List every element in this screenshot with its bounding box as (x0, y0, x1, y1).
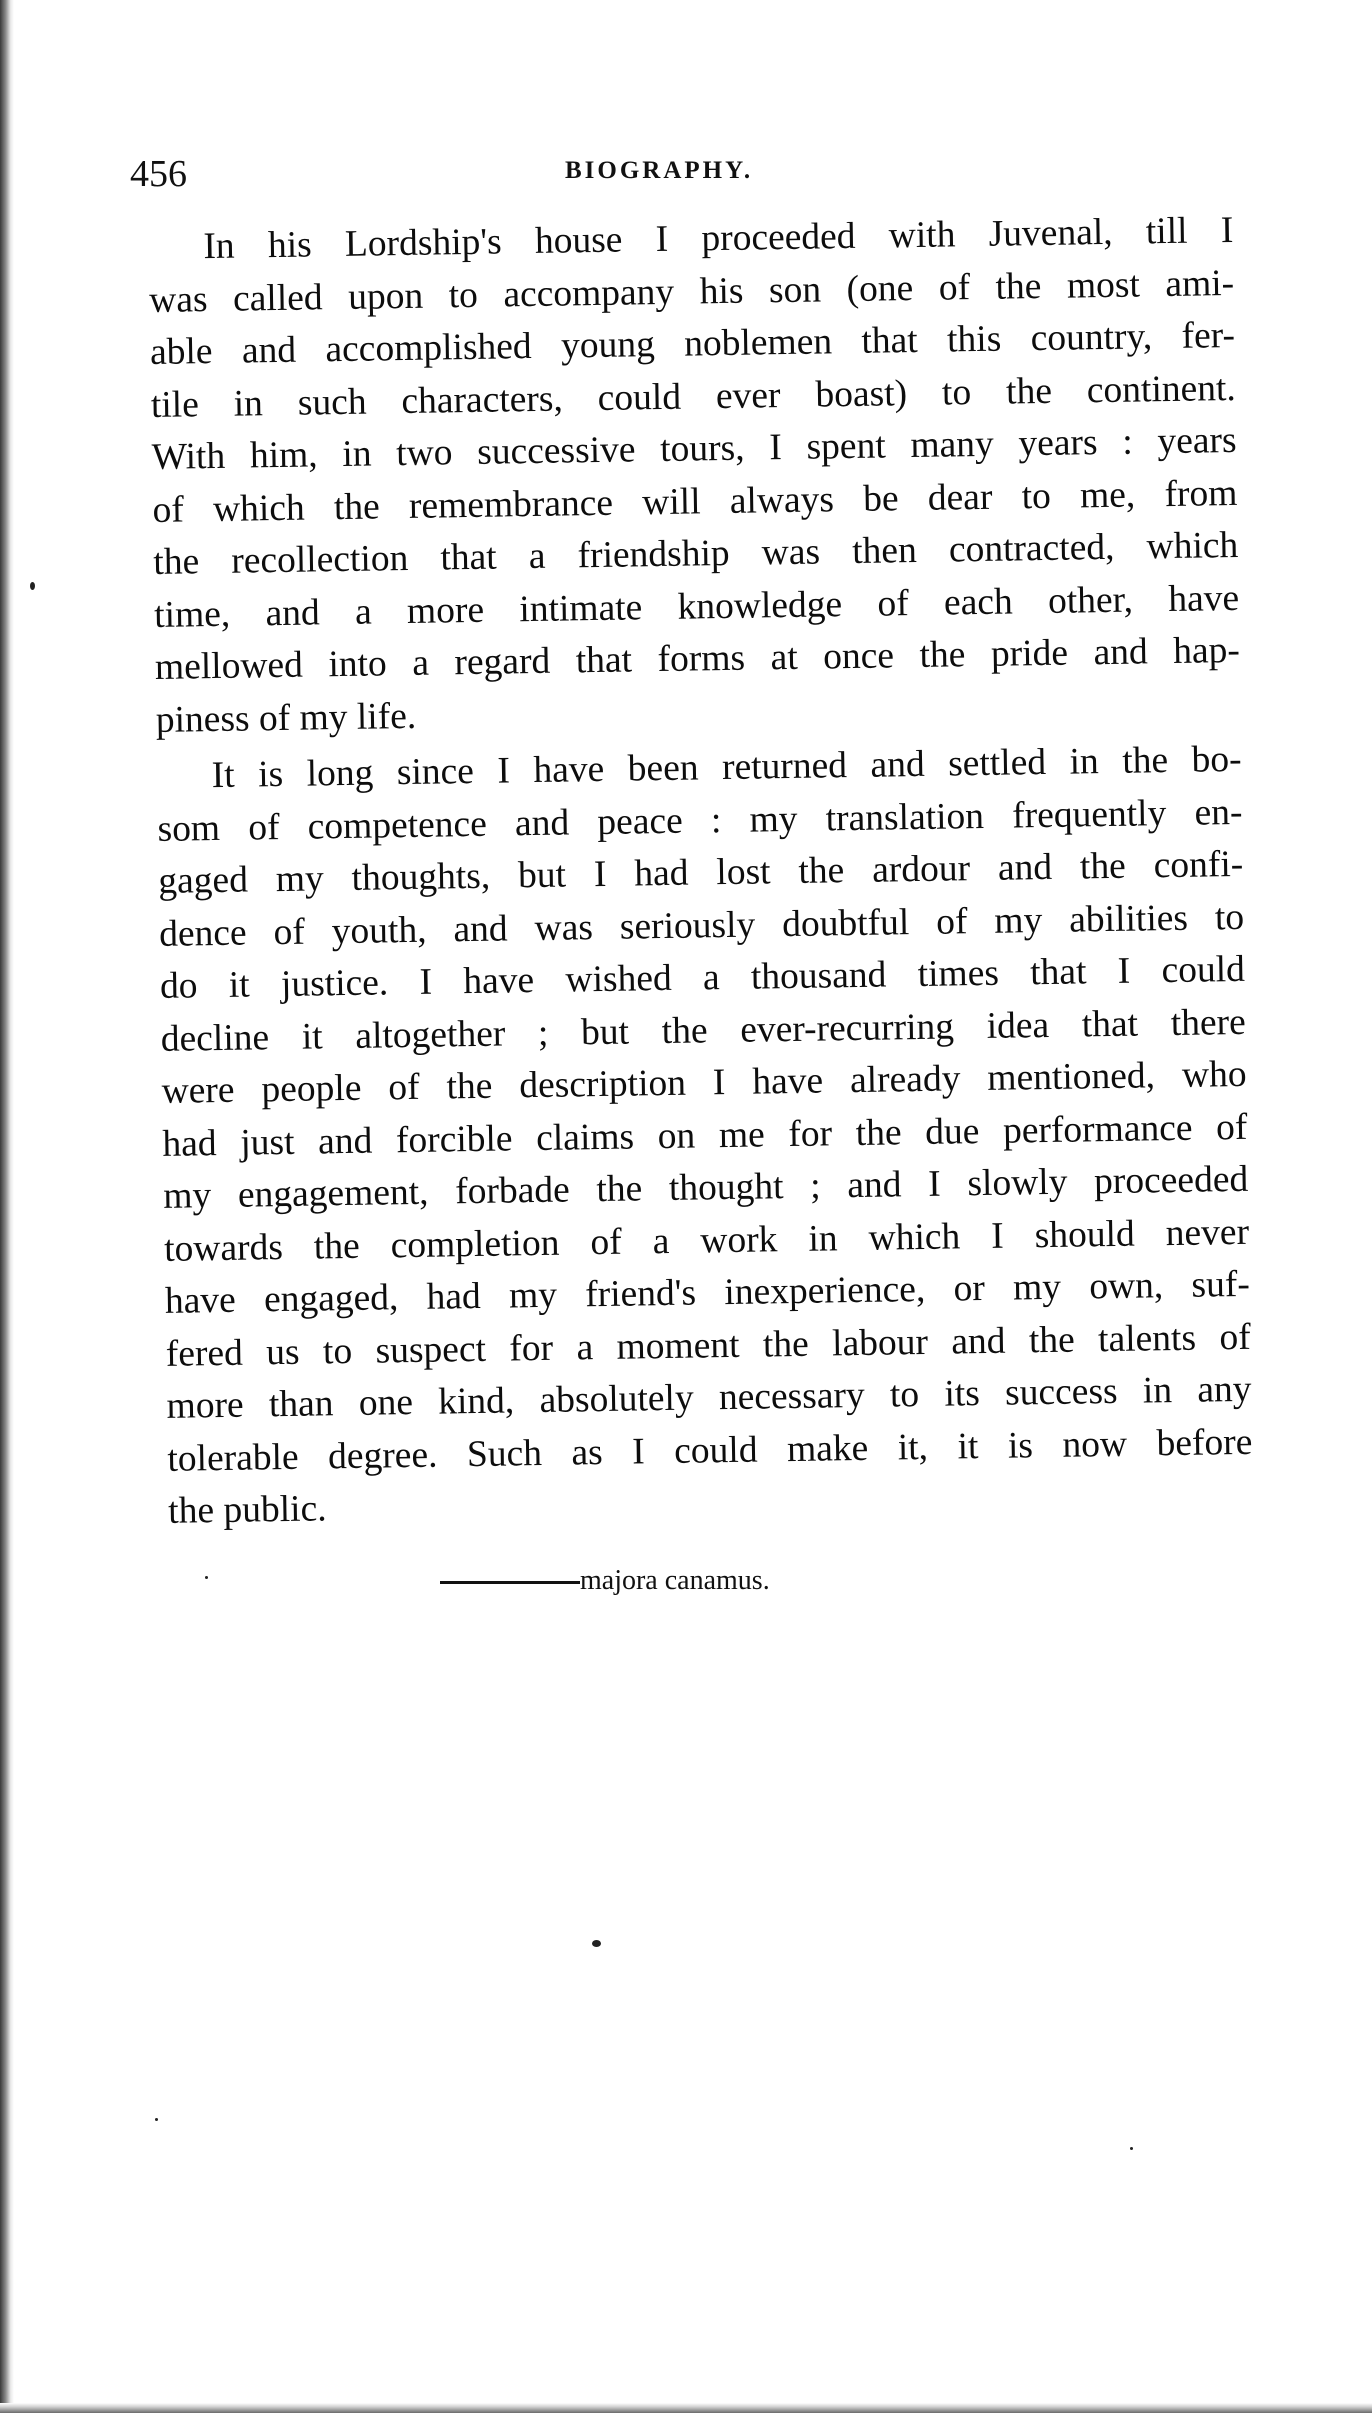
text-line: som of competence and peace : my translation frequently en- (157, 791, 1243, 850)
ink-speck (30, 582, 35, 590)
text-line: mellowed into a regard that forms at once the pride and hap- (154, 629, 1241, 688)
body-text (148, 205, 1254, 1538)
text-line: was called upon to accompany his son (one of the most ami- (148, 262, 1235, 321)
text-line: tile in such characters, could ever boast) to the continent. (150, 367, 1237, 426)
closing-quote-text: majora canamus. (580, 1565, 770, 1596)
text-line: With him, in two successive tours, I spent many years : years (151, 419, 1237, 478)
ink-speck (205, 1576, 208, 1579)
text-line: do it justice. I have wished a thousand times that I could (159, 948, 1246, 1007)
page-bottom-shadow (0, 2403, 1372, 2413)
ink-speck (592, 1940, 601, 1947)
text-line: more than one kind, absolutely necessary to its success in any (166, 1368, 1252, 1427)
text-line: the public. (167, 1488, 327, 1532)
text-line: fered us to suspect for a moment the labour and the talents of (165, 1316, 1251, 1375)
text-line: towards the completion of a work in which I should never (163, 1211, 1250, 1270)
text-line: decline it altogether ; but the ever-recurring idea that there (160, 1001, 1247, 1060)
text-line: had just and forcible claims on me for the due performance of (162, 1106, 1248, 1165)
text-line: tolerable degree. Such as I could make it, it is now before (167, 1421, 1253, 1480)
text-line: time, and a more intimate knowledge of each other, have (153, 577, 1240, 636)
paragraph-1 (148, 205, 1241, 747)
text-line: of which the remembrance will always be dear to me, from (152, 472, 1238, 531)
text-line: It is long since I have been returned and settled in the bo- (211, 738, 1242, 797)
paragraph-2 (156, 734, 1253, 1538)
page-number: 456 (130, 153, 187, 195)
text-line: the recollection that a friendship was then contracted, which (153, 524, 1239, 583)
ink-speck (155, 2118, 158, 2121)
ink-speck (1130, 2147, 1133, 2150)
text-line: were people of the description I have already mentioned, who (161, 1053, 1247, 1112)
closing-quote (440, 1565, 770, 1597)
text-line: dence of youth, and was seriously doubtful of my abilities to (158, 896, 1245, 955)
dash-rule (440, 1581, 580, 1584)
page-gutter-shadow (0, 0, 14, 2413)
text-line: piness of my life. (155, 695, 417, 741)
text-line: my engagement, forbade the thought ; and I slowly proceeded (162, 1158, 1249, 1217)
text-line: gaged my thoughts, but I had lost the ardour and the confi- (158, 843, 1244, 902)
running-head: BIOGRAPHY. (565, 157, 754, 184)
text-line: In his Lordship's house I proceeded with Juvenal, till I (203, 209, 1234, 268)
text-line: have engaged, had my friend's inexperience, or my own, suf- (164, 1263, 1251, 1322)
text-line: able and accomplished young noblemen that this country, fer- (149, 314, 1236, 373)
